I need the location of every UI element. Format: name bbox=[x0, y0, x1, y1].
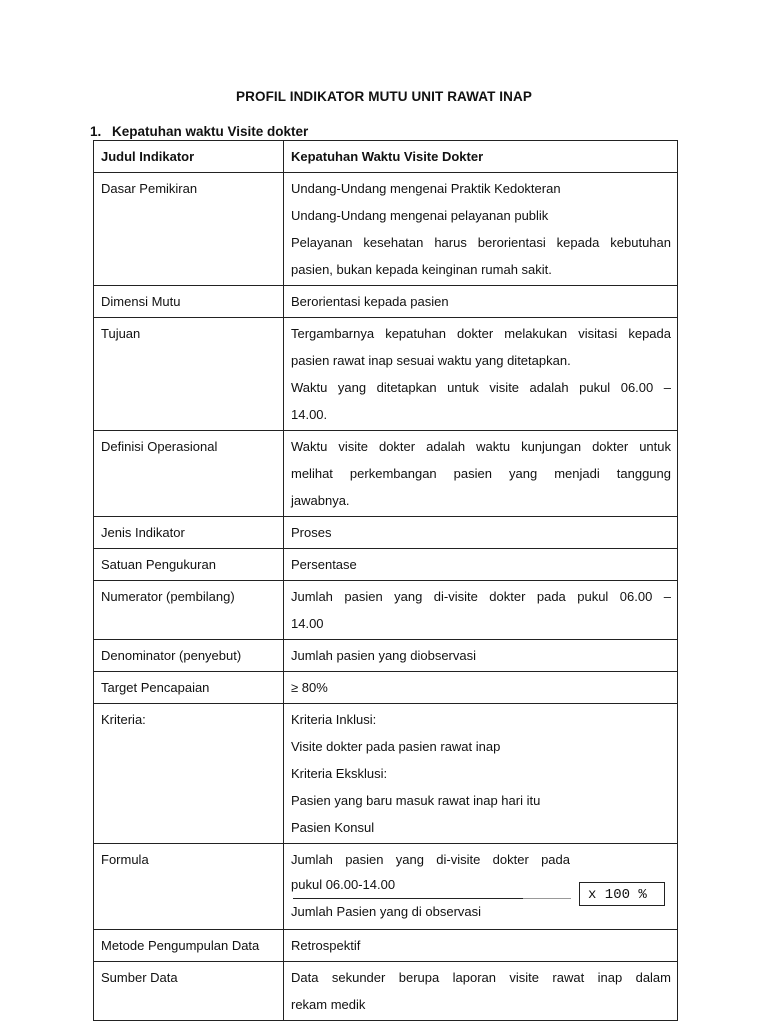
row-value-dasar-pemikiran bbox=[284, 173, 678, 286]
text-line: Waktu visite dokter adalah waktu kunjungan dokter untuk bbox=[291, 439, 671, 454]
formula-numerator-line2: pukul 06.00-14.00 bbox=[291, 877, 396, 892]
text-line: Undang-Undang mengenai Praktik Kedokteran bbox=[291, 181, 561, 196]
text-line: Data sekunder berupa laporan visite rawat inap dalam bbox=[291, 970, 671, 985]
table-row bbox=[94, 704, 678, 844]
row-label-judul-indikator: Judul Indikator bbox=[94, 141, 284, 173]
row-label-formula: Formula bbox=[94, 844, 284, 930]
row-value-satuan-pengukuran: Persentase bbox=[284, 549, 678, 581]
row-label-satuan-pengukuran: Satuan Pengukuran bbox=[94, 549, 284, 581]
table-row bbox=[94, 318, 678, 431]
formula-block bbox=[291, 846, 671, 927]
text-line: Pasien Konsul bbox=[291, 820, 375, 835]
text-line: melihat perkembangan pasien yang menjadi tanggung bbox=[291, 466, 671, 481]
table-row bbox=[94, 549, 678, 581]
section-number: 1. bbox=[90, 124, 102, 139]
table-row bbox=[94, 431, 678, 517]
text-line: Kriteria Inklusi: bbox=[291, 712, 377, 727]
text-line: rekam medik bbox=[291, 997, 366, 1012]
row-value-denominator: Jumlah pasien yang diobservasi bbox=[284, 640, 678, 672]
table-row bbox=[94, 640, 678, 672]
row-label-definisi-operasional: Definisi Operasional bbox=[94, 431, 284, 517]
row-label-metode-pengumpulan-data: Metode Pengumpulan Data bbox=[94, 930, 284, 962]
text-line: Pelayanan kesehatan harus berorientasi kepada kebutuhan bbox=[291, 235, 671, 250]
text-line: 14.00 bbox=[291, 616, 324, 631]
row-value-jenis-indikator: Proses bbox=[284, 517, 678, 549]
row-label-tujuan: Tujuan bbox=[94, 318, 284, 431]
row-label-sumber-data: Sumber Data bbox=[94, 962, 284, 1021]
row-value-judul-indikator: Kepatuhan Waktu Visite Dokter bbox=[284, 141, 678, 173]
text-line: Waktu yang ditetapkan untuk visite adalah pukul 06.00 – bbox=[291, 380, 671, 395]
table-row bbox=[94, 962, 678, 1021]
row-value-target-pencapaian: ≥ 80% bbox=[284, 672, 678, 704]
row-value-tujuan bbox=[284, 318, 678, 431]
fraction-bar-extension bbox=[523, 898, 571, 899]
table-row bbox=[94, 672, 678, 704]
formula-denominator: Jumlah Pasien yang di observasi bbox=[291, 904, 482, 919]
document-title: PROFIL INDIKATOR MUTU UNIT RAWAT INAP bbox=[236, 89, 532, 104]
row-label-target-pencapaian: Target Pencapaian bbox=[94, 672, 284, 704]
row-label-jenis-indikator: Jenis Indikator bbox=[94, 517, 284, 549]
text-line: pasien, bukan kepada keinginan rumah sakit. bbox=[291, 262, 552, 277]
row-value-formula bbox=[284, 844, 678, 930]
row-value-definisi-operasional bbox=[284, 431, 678, 517]
text-line: pasien rawat inap sesuai waktu yang ditetapkan. bbox=[291, 353, 571, 368]
table-row bbox=[94, 141, 678, 173]
text-line: Kriteria Eksklusi: bbox=[291, 766, 388, 781]
row-value-sumber-data bbox=[284, 962, 678, 1021]
formula-multiplier-box: x 100 % bbox=[579, 882, 665, 906]
text-line: 14.00. bbox=[291, 407, 328, 422]
section-heading-text: Kepatuhan waktu Visite dokter bbox=[112, 124, 309, 139]
row-value-kriteria bbox=[284, 704, 678, 844]
row-value-metode-pengumpulan-data: Retrospektif bbox=[284, 930, 678, 962]
table-row bbox=[94, 517, 678, 549]
row-label-dasar-pemikiran: Dasar Pemikiran bbox=[94, 173, 284, 286]
row-label-denominator: Denominator (penyebut) bbox=[94, 640, 284, 672]
table-row bbox=[94, 844, 678, 930]
text-line: Tergambarnya kepatuhan dokter melakukan visitasi kepada bbox=[291, 326, 671, 341]
table-row bbox=[94, 173, 678, 286]
text-line: Pasien yang baru masuk rawat inap hari itu bbox=[291, 793, 541, 808]
text-line: Undang-Undang mengenai pelayanan publik bbox=[291, 208, 549, 223]
row-label-kriteria: Kriteria: bbox=[94, 704, 284, 844]
table-row bbox=[94, 930, 678, 962]
row-value-dimensi-mutu: Berorientasi kepada pasien bbox=[284, 286, 678, 318]
table-row bbox=[94, 286, 678, 318]
indicator-profile-table bbox=[93, 140, 678, 1021]
row-label-numerator: Numerator (pembilang) bbox=[94, 581, 284, 640]
section-heading bbox=[90, 124, 308, 139]
text-line: Jumlah pasien yang di-visite dokter pada pukul 06.00 – bbox=[291, 589, 671, 604]
formula-numerator-line1: Jumlah pasien yang di-visite dokter pada bbox=[291, 852, 570, 867]
row-value-numerator bbox=[284, 581, 678, 640]
table-row bbox=[94, 581, 678, 640]
text-line: jawabnya. bbox=[291, 493, 350, 508]
row-label-dimensi-mutu: Dimensi Mutu bbox=[94, 286, 284, 318]
text-line: Visite dokter pada pasien rawat inap bbox=[291, 739, 501, 754]
